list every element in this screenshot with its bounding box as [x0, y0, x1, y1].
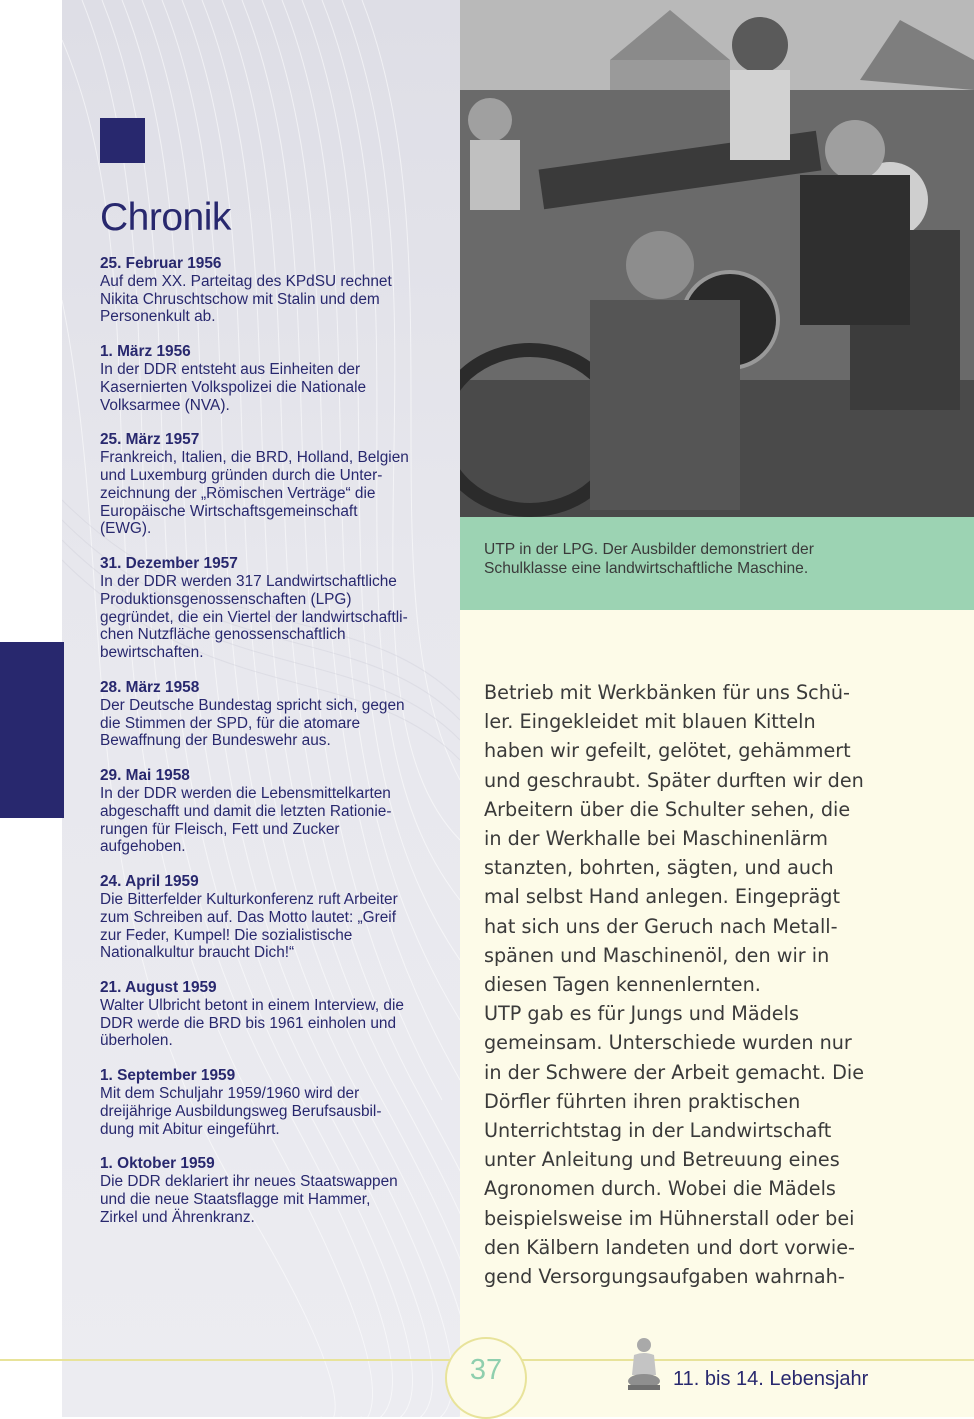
chronik-entry	[100, 555, 430, 662]
body-text: Betrieb mit Werkbänken für uns Schü- ler. Eingekleidet mit blauen Kitteln haben wir gefeilt, gelötet, gehämmert und geschraubt. Später durften wir den Arbeitern über die Schulter sehen, die in der Werkhalle bei Maschinenlärm stanzten, bohrten, sägten, und auch mal selbst Hand anlegen. Eingeprägt hat sich uns der Geruch nach Metall- spänen und Maschinenöl, den wir in diesen Tagen kennenlernten. UTP gab es für Jungs und Mädels gemeinsam. Unterschiede wurden nur in der Schwere der Arbeit gemacht. Die Dörfler führten ihren praktischen Unterrichtstag in der Landwirtschaft unter Anleitung und Betreuung eines Agronomen durch. Wobei die Mädels beispielsweise im Hühnerstall oder bei den Kälbern landeten und dort vorwie- gend Versorgungsaufgaben wahrnah-	[484, 681, 865, 1289]
chronik-date: 1. September 1959	[100, 1067, 236, 1085]
chronik-text: Die DDR deklariert ihr neues Staatswappen und die neue Staatsflagge mit Hammer, Zirkel und Ährenkranz.	[100, 1173, 398, 1226]
chronik-text: Mit dem Schuljahr 1959/1960 wird der dreijährige Ausbildungsweg Berufsausbil- dung mit Abitur eingeführt.	[100, 1085, 382, 1138]
chronik-date: 31. Dezember 1957	[100, 555, 238, 573]
chronik-date: 1. März 1956	[100, 343, 191, 361]
chronik-date: 28. März 1958	[100, 678, 200, 696]
chronik-text: Walter Ulbricht betont in einem Interview, die DDR werde die BRD bis 1961 einholen und überholen.	[100, 996, 404, 1050]
chronik-date: 29. Mai 1958	[100, 767, 190, 785]
chronik-text: In der DDR werden 317 Landwirtschaftliche Produktionsgenossenschaften (LPG) gegründet, die ein Viertel der landwirtschaftli- chen Nutzfläche genossenschaftlich bewirtschaften.	[100, 572, 408, 662]
chronik-text: In der DDR werden die Lebensmittelkarten abgeschafft und damit die letzten Rationie- rungen für Fleisch, Fett und Zucker aufgehoben.	[100, 784, 392, 856]
chronik-entry	[100, 343, 430, 414]
chronik-text: Frankreich, Italien, die BRD, Holland, Belgien und Luxemburg gründen durch die Unter- zeichnung der „Römischen Verträge“ die Europäische Wirtschaftsgemeinschaft (EWG).	[100, 449, 409, 538]
chronik-entry	[100, 1067, 430, 1138]
chronik-text: Die Bitterfelder Kulturkonferenz ruft Arbeiter zum Schreiben auf. Das Motto lautet: „Greif zur Feder, Kumpel! Die sozialistische Nationalkultur braucht Dich!“	[100, 890, 398, 962]
chronik-entry	[100, 1155, 430, 1226]
historical-photo	[460, 0, 974, 517]
chronik-text: In der DDR entsteht aus Einheiten der Kasernierten Volkspolizei die Nationale Volksarmee (NVA).	[100, 360, 367, 414]
photo-caption: UTP in der LPG. Der Ausbilder demonstriert der Schulklasse eine landwirtschaftliche Maschine.	[484, 541, 814, 577]
chronik-entry	[100, 431, 430, 538]
chronik-entry	[100, 979, 430, 1050]
chronik-title: Chronik	[100, 196, 231, 239]
chronik-entry	[100, 255, 430, 326]
chronik-date: 21. August 1959	[100, 979, 217, 997]
photo-illustration	[460, 0, 974, 517]
section-label: 11. bis 14. Lebensjahr	[673, 1368, 869, 1390]
page-number: 37	[469, 1354, 503, 1386]
side-tab-marker	[0, 642, 64, 818]
photo-caption-box	[460, 517, 974, 610]
chronik-entry	[100, 767, 430, 856]
chronik-text: Der Deutsche Bundestag spricht sich, gegen die Stimmen der SPD, für die atomare Bewaffnung der Bundeswehr aus.	[100, 696, 405, 750]
child-figure-icon	[624, 1335, 664, 1391]
chronik-list	[100, 255, 430, 1244]
chronik-entry	[100, 873, 430, 962]
chronik-text: Auf dem XX. Parteitag des KPdSU rechnet Nikita Chruschtschow mit Stalin und dem Personenkult ab.	[100, 272, 392, 326]
chronik-square-marker	[100, 118, 145, 163]
chronik-entry	[100, 679, 430, 750]
chronik-date: 1. Oktober 1959	[100, 1155, 215, 1173]
chronik-date: 25. März 1957	[100, 431, 200, 449]
chronik-date: 24. April 1959	[100, 873, 199, 891]
chronik-date: 25. Februar 1956	[100, 255, 222, 272]
